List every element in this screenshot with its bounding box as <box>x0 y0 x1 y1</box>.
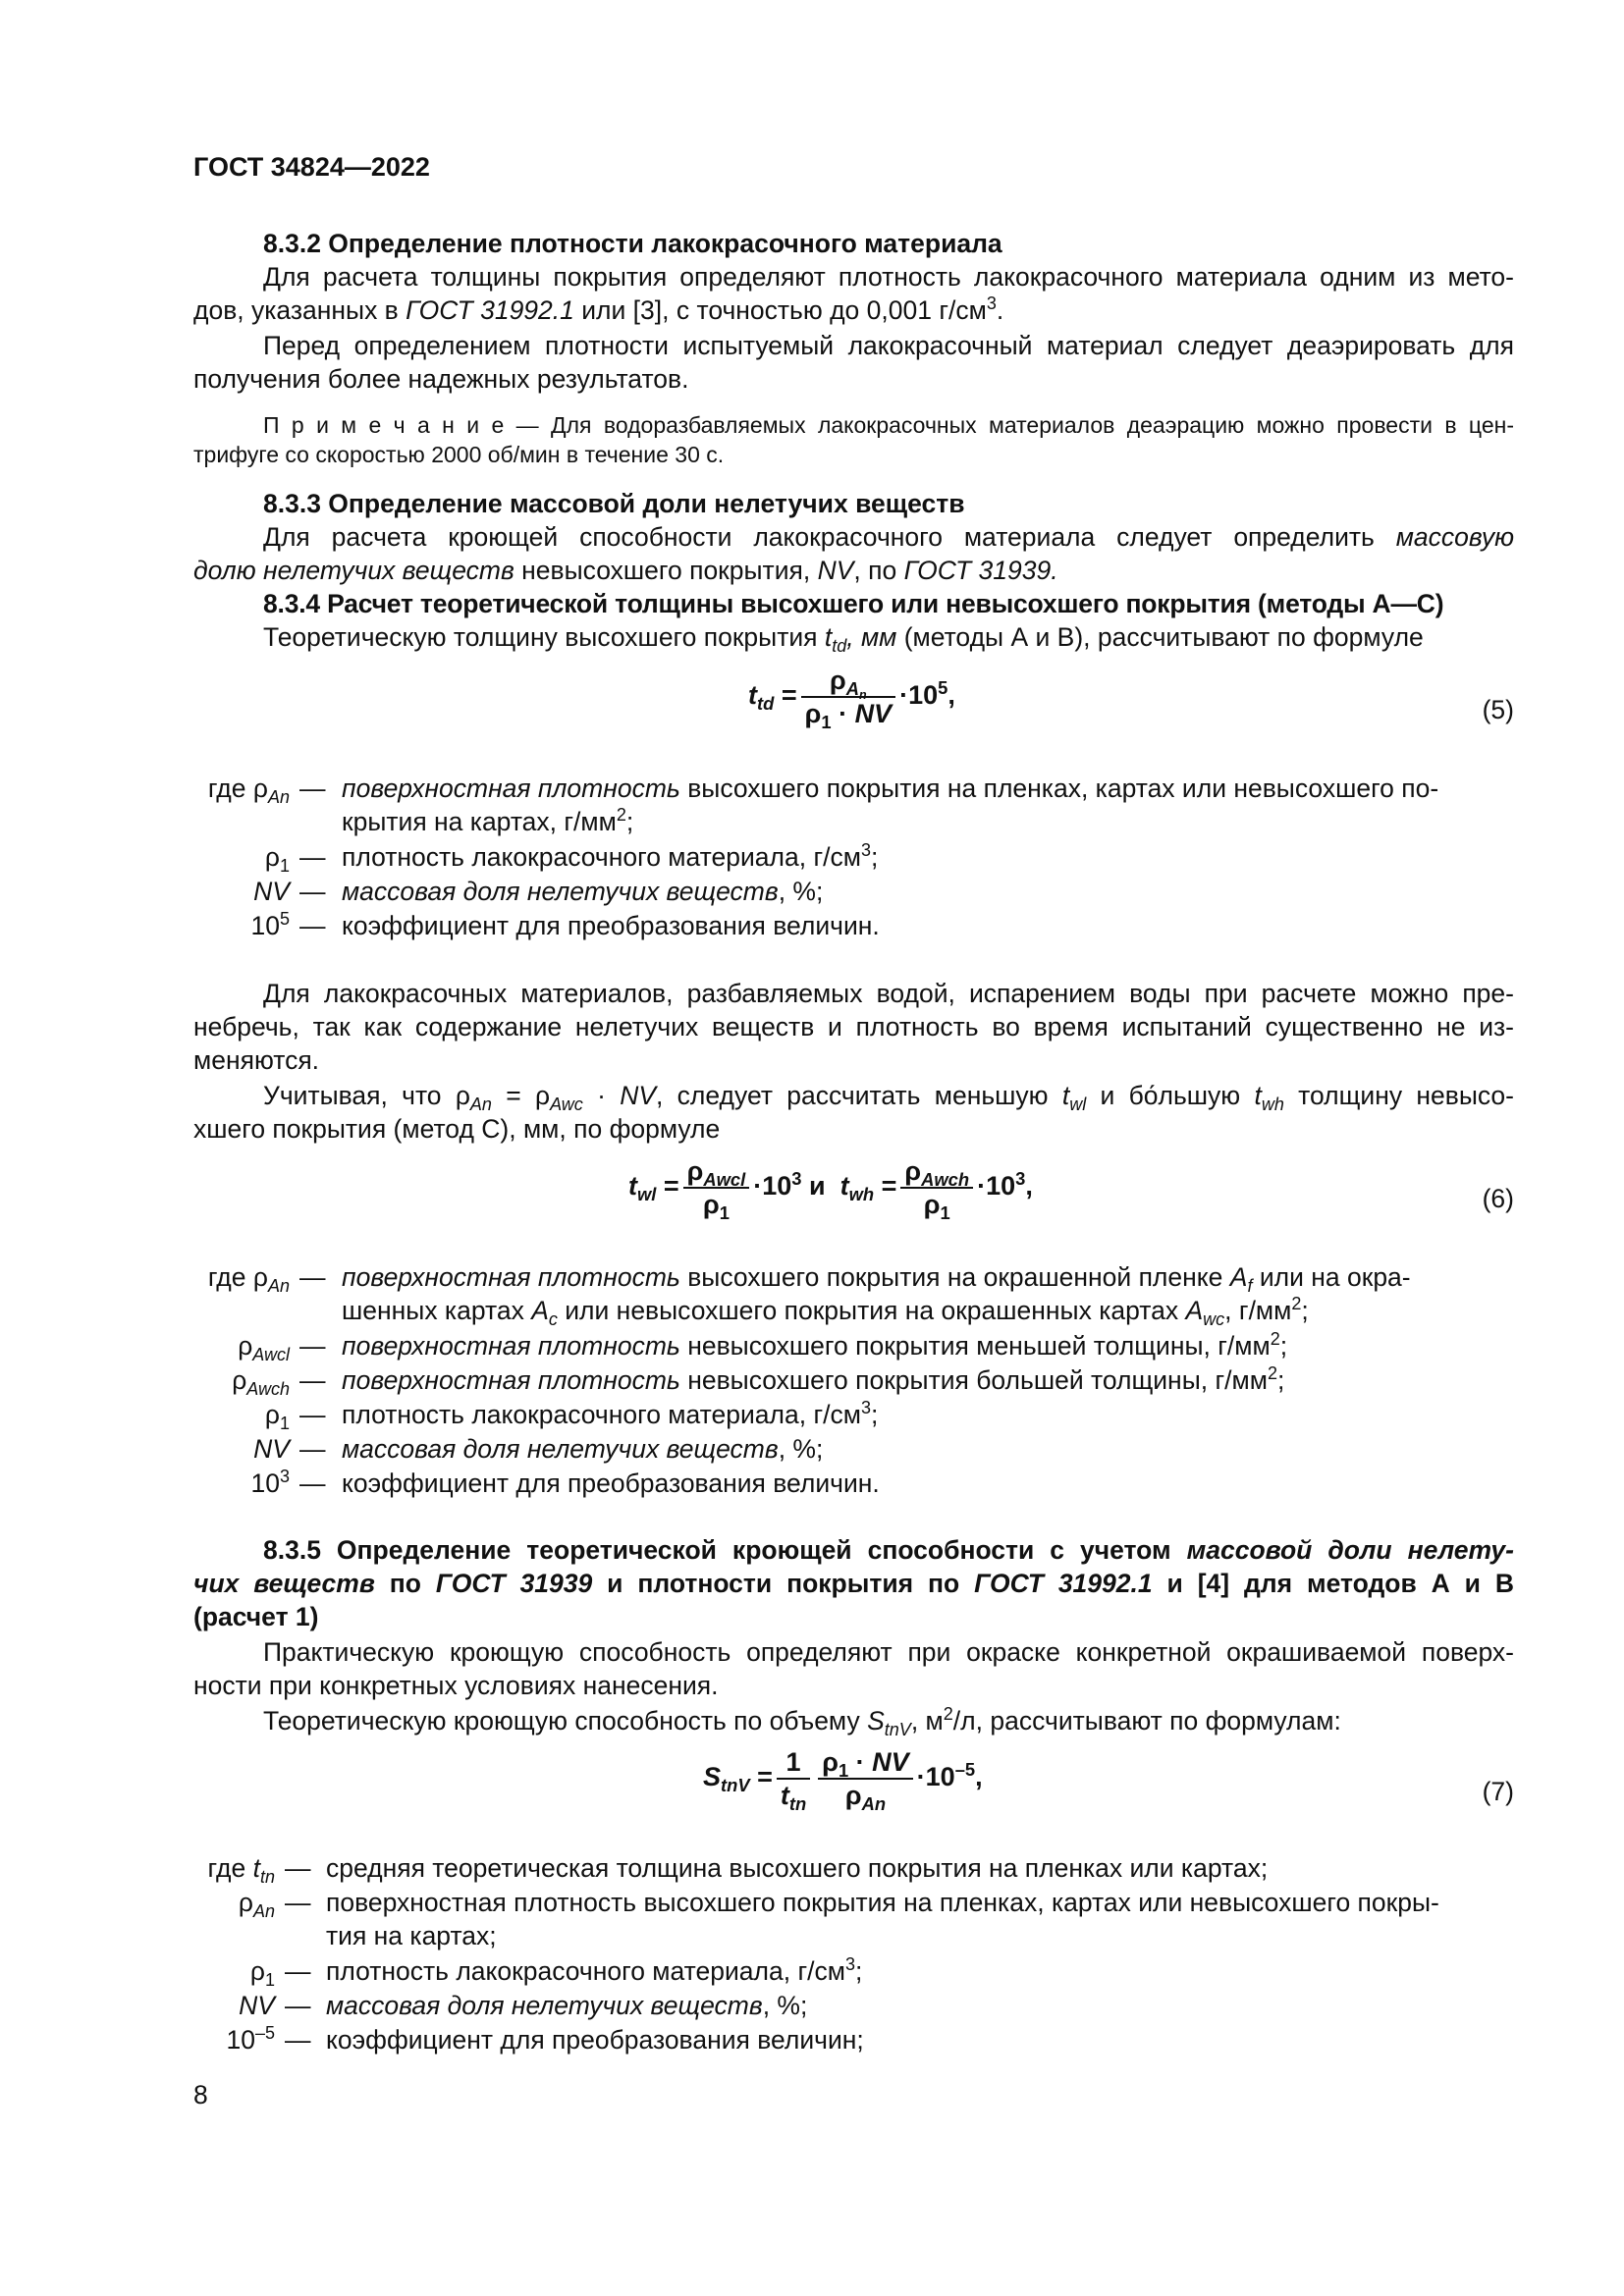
definition-line: массовая доля нелетучих веществ, %; <box>342 877 824 906</box>
section-title-8-3-4: 8.3.4 Расчет теоретической толщины высохшего или невысохшего покрытия (методы А—С) <box>263 589 1444 618</box>
dash: — <box>285 1956 311 1986</box>
paragraph-line: Учитывая, что $\rho_{An} = \rho_{Awc}$ · NV, следует рассчитать меньшую $t_{wl}$ и бо́льшую $t_{wh}$ толщину невысо- <box>263 1081 1514 1114</box>
dash: — <box>299 1434 326 1464</box>
paragraph-line: Для расчета кроющей способности лакокрасочного материала следует определить массовую <box>263 522 1514 552</box>
equation-number: (6) <box>1482 1184 1514 1213</box>
definition-line: массовая доля нелетучих веществ, %; <box>342 1434 824 1464</box>
dash: — <box>285 1888 311 1917</box>
definition-line: поверхностная плотность невысохшего покрытия большей толщины, $г/мм^2$; <box>342 1363 1285 1395</box>
where-term: NV <box>239 1991 275 2020</box>
dash: — <box>299 1262 326 1292</box>
where-term: где $\rho_{An}$ <box>207 1262 290 1296</box>
where-term: $\rho_{An}$ <box>238 1888 275 1921</box>
equation-number: (5) <box>1482 695 1514 724</box>
dash: — <box>285 1991 311 2020</box>
paragraph-line: Теоретическую кроющую способность по объему $S_{tnV}$, $м^2/л$, рассчитывают по формулам: <box>263 1704 1341 1739</box>
paragraph-line: Перед определением плотности испытуемый лакокрасочный материал следует деаэрировать для <box>263 331 1514 360</box>
where-term: NV <box>253 877 290 906</box>
definition-line: коэффициент для преобразования величин; <box>326 2025 864 2055</box>
where-term: $\rho_{Awch}$ <box>232 1365 290 1399</box>
dash: — <box>285 2025 311 2055</box>
section-title-8-3-5: 8.3.5 Определение теоретической кроющей способности с учетом массовой доли нелету- <box>263 1535 1514 1565</box>
note-line: П р и м е ч а н и е — Для водоразбавляемых лакокрасочных материалов деаэрацию можно провести в цен- <box>263 412 1514 438</box>
definition-line: коэффициент для преобразования величин. <box>342 911 880 940</box>
dash: — <box>299 774 326 803</box>
where-term: $\rho_1$ <box>249 1956 275 1990</box>
where-term: $\rho_1$ <box>264 842 290 876</box>
paragraph-line: ности при конкретных условиях нанесения. <box>193 1671 719 1700</box>
definition-line: поверхностная плотность высохшего покрытия на окрашенной пленке $A_f$ или на окра- <box>342 1262 1411 1296</box>
where-term: $10^5$ <box>250 909 290 940</box>
paragraph-line: дов, указанных в ГОСТ 31992.1 или [3], с точностью до 0,001 $г/см^3$. <box>193 294 1004 325</box>
paragraph-line: Теоретическую толщину высохшего покрытия $t_{td}$, мм (методы А и В), рассчитывают по формуле <box>263 622 1424 656</box>
where-term: NV <box>253 1434 290 1464</box>
paragraph-line: получения более надежных результатов. <box>193 364 689 394</box>
definition-line: поверхностная плотность высохшего покрытия на пленках, картах или невысохшего покры- <box>326 1888 1439 1917</box>
where-term: $10^{-5}$ <box>226 2023 275 2055</box>
dash: — <box>299 1400 326 1429</box>
dash: — <box>299 842 326 872</box>
definition-line: тия на картах; <box>326 1921 497 1950</box>
paragraph-line: небречь, так как содержание нелетучих веществ и плотность во время испытаний существенно не из- <box>193 1012 1514 1041</box>
section-title-8-3-3: 8.3.3 Определение массовой доли нелетучих веществ <box>263 489 965 518</box>
section-title-8-3-5-cont: чих веществ по ГОСТ 31939 и плотности покрытия по ГОСТ 31992.1 и [4] для методов А и В <box>193 1569 1514 1598</box>
paragraph-line: долю нелетучих веществ невысохшего покрытия, NV, по ГОСТ 31939. <box>193 556 1058 585</box>
definition-line: поверхностная плотность высохшего покрытия на пленках, картах или невысохшего по- <box>342 774 1439 803</box>
definition-line: крытия на картах, $г/мм^2$; <box>342 805 634 836</box>
definition-line: плотность лакокрасочного материала, $г/см^3$; <box>342 840 879 872</box>
document-header: ГОСТ 34824—2022 <box>193 152 430 182</box>
dash: — <box>299 1365 326 1395</box>
paragraph-line: хшего покрытия (метод С), мм, по формуле <box>193 1114 721 1144</box>
page-number: 8 <box>193 2080 208 2109</box>
dash: — <box>299 911 326 940</box>
definition-line: плотность лакокрасочного материала, $г/см^3$; <box>326 1954 863 1986</box>
note-line: трифуге со скоростью 2000 об/мин в течение 30 с. <box>193 442 725 467</box>
definition-line: плотность лакокрасочного материала, $г/см^3$; <box>342 1398 879 1429</box>
equation-number: (7) <box>1482 1777 1514 1806</box>
where-term: где $\rho_{An}$ <box>207 774 290 807</box>
paragraph-line: Для лакокрасочных материалов, разбавляемых водой, испарением воды при расчете можно пре- <box>263 979 1514 1008</box>
dash: — <box>285 1853 311 1883</box>
dash: — <box>299 877 326 906</box>
definition-line: коэффициент для преобразования величин. <box>342 1468 880 1498</box>
paragraph-line: Практическую кроющую способность определяют при окраске конкретной окрашиваемой поверх- <box>263 1637 1514 1667</box>
where-term: $\rho_{Awcl}$ <box>238 1331 290 1364</box>
section-title-8-3-2: 8.3.2 Определение плотности лакокрасочного материала <box>263 229 1002 258</box>
dash: — <box>299 1331 326 1361</box>
where-term: $\rho_1$ <box>264 1400 290 1433</box>
dash: — <box>299 1468 326 1498</box>
formula-7: $S_{tnV}$ = $\frac{1}{t_{tn}}$ $\frac{\rho_1 \cdot NV}{\rho_{An}}$ $\cdot 10^{-5}$, <box>703 1747 983 1814</box>
definition-line: поверхностная плотность невысохшего покрытия меньшей толщины, $г/мм^2$; <box>342 1329 1288 1361</box>
paragraph-line: Для расчета толщины покрытия определяют плотность лакокрасочного материала одним из мето- <box>263 262 1514 292</box>
paragraph-line: меняются. <box>193 1045 320 1075</box>
definition-line: массовая доля нелетучих веществ, %; <box>326 1991 808 2020</box>
definition-line: средняя теоретическая толщина высохшего покрытия на пленках или картах; <box>326 1853 1269 1883</box>
formula-5: $t_{td}$ = $\frac{\rho_{A_n}}{\rho_1 \cdot NV}$ $\cdot 10^5$, <box>748 666 955 732</box>
where-term: $10^3$ <box>250 1467 290 1498</box>
section-title-8-3-5-cont: (расчет 1) <box>193 1602 319 1631</box>
where-term: где $t_{tn}$ <box>207 1853 275 1887</box>
formula-6: $t_{wl}$ = $\frac{\rho_{Awcl}}{\rho_1}$ $\cdot 10^3$ и $t_{wh}$ = $\frac{\rho_{Awch}}{\rho_1}$ $\cdot 10^3$, <box>628 1156 1033 1223</box>
definition-line: шенных картах $A_c$ или невысохшего покрытия на окрашенных картах $A_{wc}$, $г/мм^2$; <box>342 1294 1309 1329</box>
